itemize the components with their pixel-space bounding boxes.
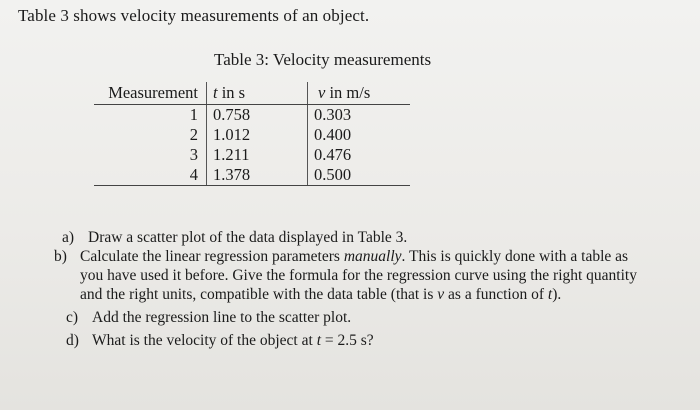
header-velocity-unit: in m/s [325, 83, 371, 102]
cell-velocity: 0.400 [308, 125, 411, 145]
question-d [66, 331, 652, 350]
question-d-text-2: = 2.5 s? [321, 332, 374, 349]
question-b-t-var: t [547, 286, 553, 303]
question-b-text-4: ). [552, 286, 562, 303]
table-row [94, 145, 410, 165]
question-c-text: Add the regression line to the scatter plot. [92, 309, 352, 326]
cell-measurement: 1 [189, 105, 198, 124]
question-a-text: Draw a scatter plot of the data displayed in Table 3. [88, 229, 408, 246]
cell-measurement: 2 [189, 125, 198, 144]
cell-time: 1.012 [207, 125, 308, 145]
cell-time: 0.758 [207, 105, 308, 126]
question-b-text-3: as a function of [444, 286, 548, 303]
question-a-label: a) [62, 229, 75, 246]
question-d-label: d) [66, 332, 79, 349]
cell-velocity: 0.476 [308, 145, 411, 165]
question-c-label: c) [66, 309, 79, 326]
question-a [62, 228, 652, 247]
question-list [54, 228, 652, 350]
question-b-text-2: . This is quickly done with a table as you have used it before. Give the formula for the regression curve using the right quantity and the right units, compatible with the data table (that is [80, 248, 637, 303]
header-time [207, 82, 308, 105]
header-measurement: Measurement [94, 82, 207, 105]
question-b-v-var: v [437, 286, 445, 303]
velocity-table [94, 82, 410, 186]
header-velocity-var: v [318, 83, 326, 102]
question-d-t-var: t [316, 332, 321, 349]
question-b-text-1: Calculate the linear regression parameters [80, 248, 344, 265]
question-c [66, 308, 652, 327]
header-time-var: t [213, 83, 218, 102]
question-b-label: b) [54, 248, 67, 265]
table-header-row [94, 82, 410, 105]
cell-measurement: 3 [189, 145, 198, 164]
intro-text: Table 3 shows velocity measurements of an object. [18, 6, 370, 25]
cell-time: 1.378 [207, 165, 308, 186]
cell-time: 1.211 [207, 145, 308, 165]
question-b [54, 247, 652, 304]
cell-measurement: 4 [94, 165, 207, 186]
cell-velocity: 0.500 [308, 165, 411, 186]
table-caption: Table 3: Velocity measurements [214, 50, 432, 69]
table-row [94, 125, 410, 145]
question-b-emphasis: manually [343, 248, 402, 265]
table-row [94, 105, 410, 126]
question-d-text-1: What is the velocity of the object at [92, 332, 317, 349]
header-time-unit: in s [217, 83, 246, 102]
header-velocity [308, 82, 411, 105]
cell-velocity: 0.303 [308, 105, 411, 126]
table-row [94, 165, 410, 186]
